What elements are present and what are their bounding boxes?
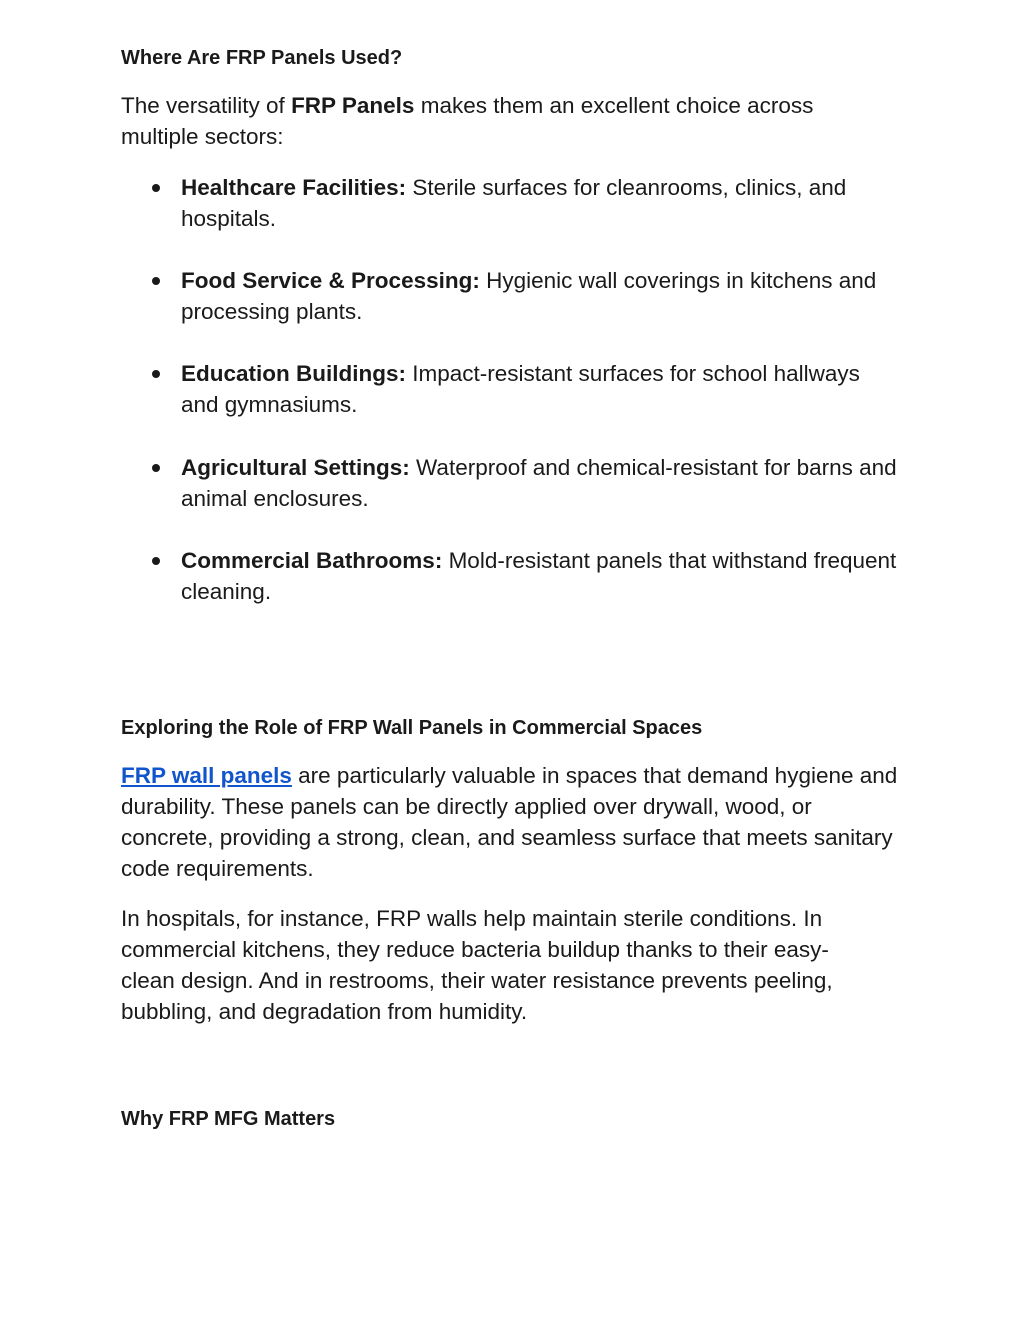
wall-panels-paragraph [121,760,901,884]
frp-wall-panels-link[interactable]: FRP wall panels [121,763,292,788]
list-item-desc: Waterproof and chemical-resistant for barns and animal enclosures. [181,455,897,511]
list-item-term: Food Service & Processing: [181,268,480,293]
list-item [181,358,901,420]
section-heading-commercial-spaces: Exploring the Role of FRP Wall Panels in Commercial Spaces [121,717,703,739]
bullet-dot-icon [152,184,160,192]
list-item-desc: Impact-resistant surfaces for school hallways and gymnasiums. [181,361,860,417]
bullet-dot-icon [152,370,160,378]
list-item [181,452,901,514]
bullet-dot-icon [152,557,160,565]
hospitals-paragraph: In hospitals, for instance, FRP walls help maintain sterile conditions. In commercial kitchens, they reduce bacteria buildup thanks to their easy-clean design. And in restrooms, their water resistance prevents peeling, bubbling, and degradation from humidity. [121,906,833,1024]
list-item-desc: Hygienic wall coverings in kitchens and processing plants. [181,268,877,324]
list-item-desc: Mold-resistant panels that withstand frequent cleaning. [181,548,897,604]
intro-bold-term: FRP Panels [291,93,415,118]
list-item-term: Education Buildings: [181,361,406,386]
list-item [181,172,901,234]
intro-paragraph [121,90,861,152]
bullet-dot-icon [152,464,160,472]
intro-prefix: The versatility of [121,93,292,118]
wall-panels-paragraph-text: are particularly valuable in spaces that demand hygiene and durability. These panels can be directly applied over drywall, wood, or concrete, providing a strong, clean, and seamless surface that meets sanitary code requirements. [121,763,898,881]
list-item [181,545,901,607]
list-item-term: Commercial Bathrooms: [181,548,443,573]
bullet-dot-icon [152,277,160,285]
section-heading-why-frp-mfg: Why FRP MFG Matters [121,1108,336,1130]
list-item [181,265,901,327]
list-item-term: Agricultural Settings: [181,455,410,480]
list-item-desc: Sterile surfaces for cleanrooms, clinics, and hospitals. [181,175,847,231]
list-item-term: Healthcare Facilities: [181,175,407,200]
section-heading-frp-uses: Where Are FRP Panels Used? [121,47,403,69]
intro-suffix: makes them an excellent choice across multiple sectors: [121,93,814,149]
